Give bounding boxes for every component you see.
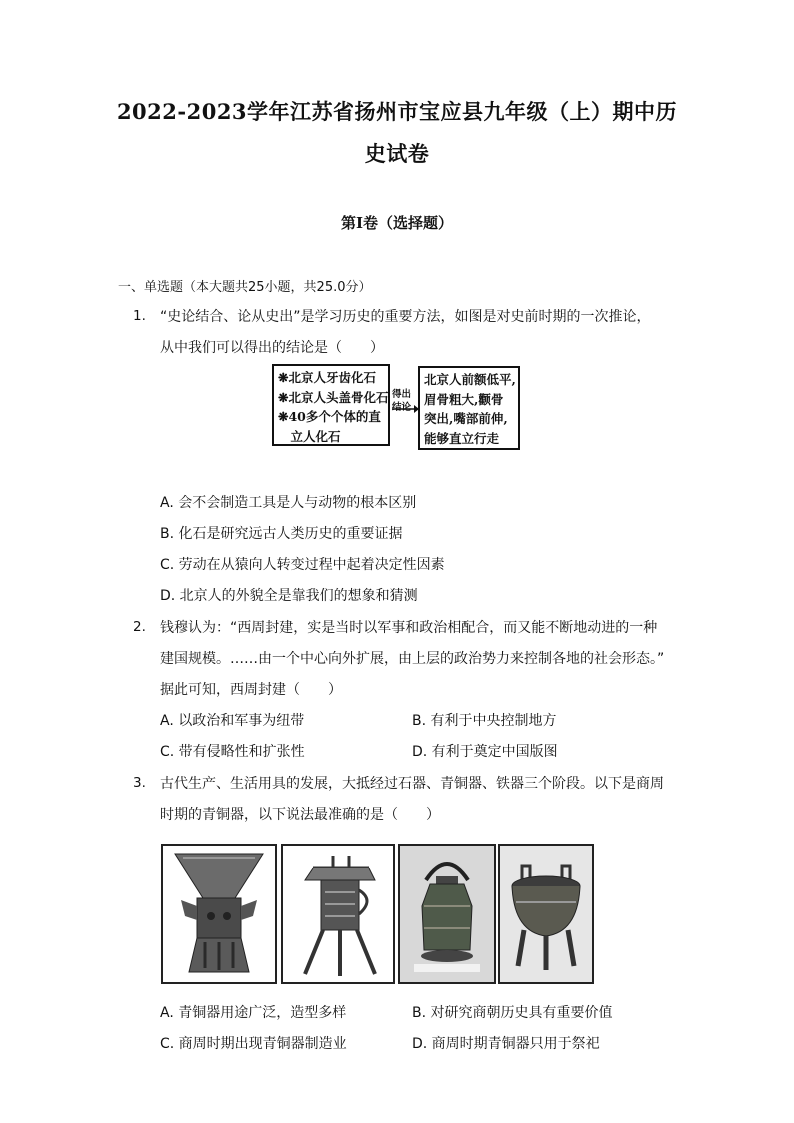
option-d: D. 商周时期青铜器只用于祭祀: [412, 1036, 600, 1052]
question-text: 钱穆认为：“西周封建，实是当时以军事和政治相配合，而又能不断地动进的一种: [160, 620, 658, 636]
bronze-vessel-icon: [163, 846, 275, 982]
bronze-vessel-icon: [400, 846, 494, 982]
option-b: B. 对研究商朝历史具有重要价值: [412, 1005, 613, 1021]
evidence-item: ❋北京人牙齿化石: [278, 370, 376, 385]
option-d: D. 北京人的外貌全是靠我们的想象和猜测: [160, 588, 418, 604]
option-c: C. 商周时期出现青铜器制造业: [160, 1036, 347, 1052]
part-heading: 一、单选题（本大题共25小题，共25.0分）: [118, 280, 372, 295]
bronze-ding-image: [498, 844, 594, 984]
conclusion-item: 能够直立行走: [424, 430, 500, 446]
bronze-zun-image: [161, 844, 277, 984]
question-text: 古代生产、生活用具的发展，大抵经过石器、青铜器、铁器三个阶段。以下是商周: [160, 776, 664, 792]
arrow-text: 得出: [392, 389, 412, 400]
option-b: B. 有利于中央控制地方: [412, 713, 557, 729]
exam-title-line2: 史试卷: [364, 141, 430, 166]
option-a: A. 青铜器用途广泛，造型多样: [160, 1005, 347, 1021]
question-text: 时期的青铜器，以下说法最准确的是（ ）: [160, 807, 440, 823]
question-text: “史论结合、论从史出”是学习历史的重要方法，如图是对史前时期的一次推论，: [160, 309, 651, 325]
question-number: 1.: [133, 308, 146, 324]
conclusion-item: 北京人前额低平,: [424, 372, 516, 387]
option-a: A. 以政治和军事为纽带: [160, 713, 305, 729]
right-arrow-icon: [390, 394, 420, 414]
section-heading: 第I卷（选择题）: [340, 214, 454, 232]
question-number: 3.: [133, 775, 146, 791]
arrow-text: 结论: [392, 402, 412, 413]
evidence-item: 立人化石: [278, 428, 341, 444]
conclusion-item: 突出,嘴部前伸,: [424, 411, 508, 426]
option-b: B. 化石是研究远古人类历史的重要证据: [160, 526, 403, 542]
exam-title-line1: 2022-2023学年江苏省扬州市宝应县九年级（上）期中历: [116, 99, 678, 124]
evidence-item: ❋40多个个体的直: [278, 409, 381, 424]
question-text: 建国规模。……由一个中心向外扩展，由上层的政治势力来控制各地的社会形态。”: [160, 651, 665, 667]
conclusion-item: 眉骨粗大,颧骨: [424, 391, 504, 407]
option-d: D. 有利于奠定中国版图: [412, 744, 558, 760]
question-text: 从中我们可以得出的结论是（ ）: [160, 340, 384, 356]
bronze-you-image: [398, 844, 496, 984]
bronze-vessel-icon: [283, 846, 393, 982]
option-c: C. 带有侵略性和扩张性: [160, 744, 305, 760]
option-a: A. 会不会制造工具是人与动物的根本区别: [160, 495, 417, 511]
question-text: 据此可知，西周封建（ ）: [160, 682, 342, 698]
bronze-jue-image: [281, 844, 395, 984]
evidence-item: ❋北京人头盖骨化石: [278, 389, 389, 405]
evidence-box: [272, 364, 390, 446]
option-c: C. 劳动在从猿向人转变过程中起着决定性因素: [160, 557, 445, 573]
question-number: 2.: [133, 619, 146, 635]
conclusion-box: [418, 366, 520, 450]
bronze-vessel-icon: [500, 846, 592, 982]
